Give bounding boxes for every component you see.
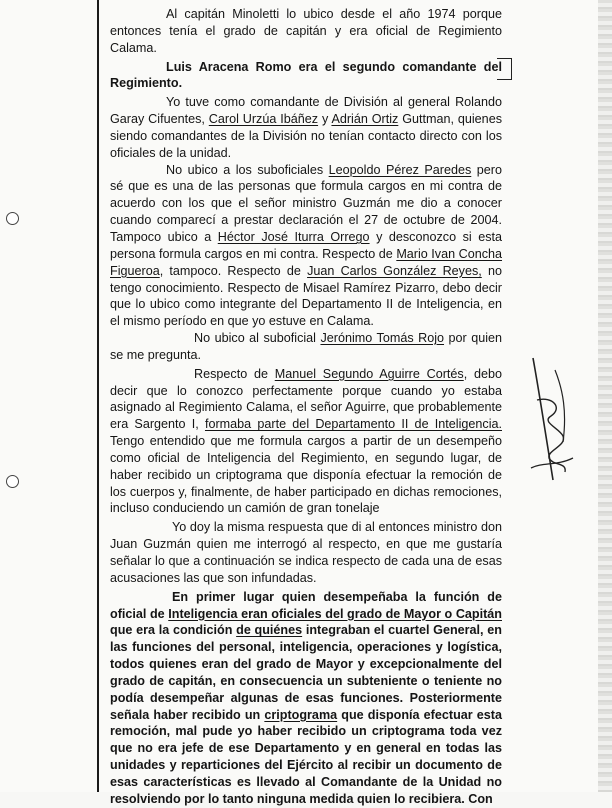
paragraph	[110, 330, 502, 364]
underlined-name: Juan Carlos González Reyes,	[307, 263, 482, 278]
text: No ubico al suboficial	[194, 331, 321, 346]
text: , debo decir que lo conozco perfectamente porque cuando yo estaba asignado al Regimiento Calama, el señor Aguirre, que probablemente era Sargento I,	[110, 366, 503, 432]
text: y	[318, 112, 332, 127]
text: Tengo entendido que me formula cargos a partir de un desempeño como oficial de Inteligencia del Regimiento, en segundo lugar, de haber recibido un criptograma que disponía efectuar la remoción de los cuerpos y, finalmente, de haber participado en dichas remociones, incluso conduciendo un camión de gran tonelaje	[110, 434, 502, 516]
text: Al capitán Minoletti lo ubico desde el año 1974 porque entonces tenía el grado de capitán y era oficial de Regimiento Calama.	[110, 7, 502, 55]
text: integraban el cuartel General, en las funciones del personal, inteligencia, operaciones y logística, todos quienes eran del grado de Mayor y excepcionalmente del grado de capitán, en consecuencia un subteniente o teniente no podía desempeñar algunas de esas funciones. Posteriormente señala haber recibido un	[110, 623, 502, 722]
underlined-name: Leopoldo Pérez Paredes	[328, 162, 472, 177]
text: que era la condición	[110, 623, 237, 638]
text: que disponía efectuar esta remoción, mal pude yo haber recibido un criptograma toda vez que no era jefe de ese Departamento y en general en todas las unidades y reparticiones del Ejército al recibir un documento de esas características es llevado al Comandante de la Unidad no resolviendo por lo tanto ninguna medida quien lo recibiera. Con	[110, 707, 502, 806]
underlined-phrase: de quiénes	[236, 623, 303, 638]
underlined-name: Mario Ivan Concha Figueroa	[110, 246, 503, 278]
text: En primer lugar quien desempeñaba la función de oficial de	[110, 589, 502, 621]
handwritten-signature	[523, 350, 579, 490]
text: por quien se me pregunta.	[110, 331, 503, 362]
text: no tengo conocimiento. Respecto de Misael Ramírez Pizarro, debo decir que lo ubico como integrante del Departamento II de Inteligencia, en el mismo período en que yo estuve en Calama.	[110, 263, 502, 329]
underlined-phrase: Inteligencia eran oficiales del grado de Mayor o Capitán	[168, 606, 502, 621]
punch-hole-bottom	[6, 475, 19, 488]
text: No ubico a los suboficiales	[166, 162, 329, 177]
underlined-name: Carol Urzúa Ibáñez	[208, 112, 319, 127]
margin-bracket-mark	[497, 58, 512, 80]
document-body	[110, 6, 502, 808]
underlined-phrase: formaba parte del Departamento II de Inteligencia.	[204, 417, 502, 432]
text: y desconozco si esta persona formula cargos en mi contra. Respecto de	[110, 229, 503, 261]
paragraph	[110, 59, 502, 93]
underlined-name: Manuel Segundo Aguirre Cortés	[274, 366, 464, 381]
text: Guttman, quienes siendo comandantes de la División no tenían contacto directo con los oficiales de la unidad.	[110, 112, 502, 160]
text: Yo doy la misma respuesta que di al entonces ministro don Juan Guzmán quien me interrogó al respecto, en que me gustaría señalar lo que a continuación se indica respecto de cada una de esas acusaciones las que son infundadas.	[110, 520, 502, 585]
scan-edge-shadow	[598, 0, 612, 792]
underlined-word: criptograma	[264, 707, 338, 722]
text: pero sé que es una de las personas que formula cargos en mi contra de acuerdo con los que el señor ministro Guzmán me dio a conocer cuando comparecí a prestar declaración el 27 de octubre de 2004. Tampoco ubico a	[110, 162, 502, 244]
underlined-name: Héctor José Iturra Orrego	[217, 229, 370, 244]
paragraph	[110, 162, 502, 330]
text: Yo tuve como comandante de División al general Rolando Garay Cifuentes,	[110, 95, 502, 127]
punch-hole-top	[6, 212, 19, 225]
underlined-name: Jerónimo Tomás Rojo	[320, 331, 445, 346]
paragraph	[110, 366, 502, 518]
text: Luis Aracena Romo era el segundo comandante del Regimiento.	[110, 59, 502, 91]
text: , tampoco. Respecto de	[159, 263, 308, 278]
paragraph	[110, 519, 502, 586]
underlined-name: Adrián Ortiz	[331, 112, 399, 127]
text: Respecto de	[194, 366, 275, 381]
paragraph	[110, 6, 502, 57]
paragraph	[110, 94, 502, 161]
paragraph	[110, 589, 502, 808]
left-margin-line	[97, 0, 99, 792]
